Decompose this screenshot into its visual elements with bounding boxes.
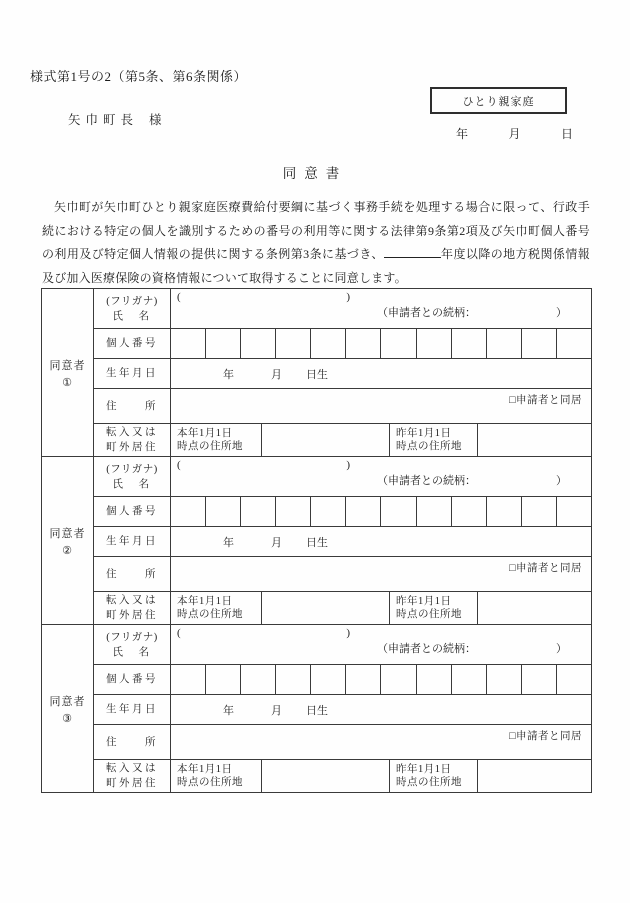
move-row [94,423,591,456]
furigana-label: (フリガナ) [106,463,158,475]
paren-open: ( [177,627,181,639]
move-label-line1: 転入又は [106,763,158,774]
relation-paren-close: ） [556,307,567,319]
move-fields [171,424,591,456]
consenter-block-1 [42,289,591,456]
move-label [94,424,171,456]
my-number-row [94,664,591,694]
move-label-line2: 町外居住 [106,778,158,789]
day-unit: 日生 [306,368,328,381]
relation-field[interactable] [171,304,591,320]
date-day-label: 日 [560,127,573,141]
paragraph-text-after: 年度以降の地方税関係情報及び加入医療保険の資格情報について取得することに同意します。 [42,247,591,285]
date-month-label: 月 [508,127,521,141]
cohabit-option [509,560,582,575]
relation-blank[interactable] [476,640,556,656]
my-number-cells[interactable] [171,497,591,526]
my-number-label: 個人番号 [94,497,171,526]
name-label: 氏 名 [112,310,152,322]
last-year-address-field[interactable] [477,592,591,624]
this-year-address-label: 本年1月1日 時点の住所地 [177,595,243,620]
my-number-label: 個人番号 [94,665,171,694]
consent-paragraph [42,196,590,290]
my-number-cell[interactable] [310,497,345,526]
my-number-cell[interactable] [380,497,415,526]
my-number-cell[interactable] [345,329,380,358]
consenter-3-header [42,625,93,792]
my-number-cell[interactable] [521,665,556,694]
my-number-cell[interactable] [240,329,275,358]
name-row [94,289,591,328]
this-year-address-label: 本年1月1日 時点の住所地 [177,763,243,788]
move-row [94,591,591,624]
my-number-cell[interactable] [171,497,205,526]
my-number-row [94,496,591,526]
this-year-address-field[interactable] [261,424,389,456]
my-number-cell[interactable] [380,329,415,358]
paragraph-text-before: 矢巾町が矢巾町ひとり親家庭医療費給付要綱に基づく事務手続を処理する場合に限って、行政手続における特定の個人を識別するための番号の利用等に関する法律第9条第2項及び矢巾町個人番号の利用及び特定個人情報の提供に関する条例第3条に基づき、 [42,200,590,261]
move-label [94,760,171,792]
checkbox-icon[interactable]: □ [509,563,516,574]
date-line [456,125,573,142]
move-label-line1: 転入又は [106,595,158,606]
birth-row [94,694,591,724]
name-row-label [94,457,171,496]
relation-label: （申請者との続柄： [377,643,476,655]
furigana-field[interactable] [171,627,350,639]
move-label [94,592,171,624]
consenter-role: 同意者 [49,359,86,372]
consenter-role: 同意者 [49,695,86,708]
my-number-cell[interactable] [205,665,240,694]
my-number-cell[interactable] [416,665,451,694]
this-year-address-label: 本年1月1日 時点の住所地 [177,427,243,452]
month-unit: 月 [271,536,282,549]
my-number-cell[interactable] [275,497,310,526]
my-number-cell[interactable] [521,497,556,526]
my-number-cell[interactable] [240,665,275,694]
paren-open: ( [177,291,181,303]
my-number-cell[interactable] [556,665,591,694]
consenter-2-header [42,457,93,624]
checkbox-icon[interactable]: □ [509,731,516,742]
address-field[interactable] [171,557,591,591]
furigana-field[interactable] [171,459,350,471]
consenter-1-header [42,289,93,456]
name-field[interactable] [171,625,591,664]
consent-table [41,288,592,793]
document-title: 同意書 [282,166,348,181]
form-code: 様式第1号の2（第5条、第6条関係） [30,69,248,84]
checkbox-icon[interactable]: □ [509,395,516,406]
birth-field[interactable] [171,527,591,556]
name-row [94,625,591,664]
date-year-label: 年 [456,127,469,141]
address-field[interactable] [171,389,591,423]
my-number-row [94,328,591,358]
name-row-label [94,625,171,664]
consenter-block-3 [42,624,591,792]
my-number-cell[interactable] [171,665,205,694]
relation-blank[interactable] [476,472,556,488]
move-label-line2: 町外居住 [106,442,158,453]
paren-close: ) [346,291,350,303]
name-field[interactable] [171,457,591,496]
addressee-honorific: 様 [149,113,162,127]
address-row [94,556,591,591]
my-number-cell[interactable] [310,665,345,694]
move-label-line2: 町外居住 [106,610,158,621]
relation-label: （申請者との続柄： [377,475,476,487]
my-number-cells[interactable] [171,329,591,358]
my-number-cell[interactable] [486,329,521,358]
address-label: 住 所 [94,389,171,423]
address-label: 住 所 [94,557,171,591]
last-year-address-field[interactable] [477,424,591,456]
my-number-cell[interactable] [380,665,415,694]
category-label: ひとり親家庭 [462,95,535,108]
last-year-address-label: 昨年1月1日 時点の住所地 [389,424,477,456]
birth-row [94,358,591,388]
cohabit-label: 申請者と同居 [516,731,582,742]
consenter-role: 同意者 [49,527,86,540]
my-number-cell[interactable] [240,497,275,526]
cohabit-label: 申請者と同居 [516,563,582,574]
consenter-block-2 [42,456,591,624]
fiscal-year-blank[interactable] [384,246,441,258]
address-row [94,388,591,423]
relation-field[interactable] [171,640,591,656]
birth-row [94,526,591,556]
year-unit: 年 [223,536,234,549]
name-row [94,457,591,496]
move-label-line1: 転入又は [106,427,158,438]
birth-field[interactable] [171,695,591,724]
last-year-address-field[interactable] [477,760,591,792]
consenter-number: ② [62,544,73,557]
name-field[interactable] [171,289,591,328]
addressee [68,110,162,128]
day-unit: 日生 [306,536,328,549]
birth-label: 生年月日 [94,359,171,388]
year-unit: 年 [223,368,234,381]
my-number-cell[interactable] [451,497,486,526]
my-number-cell[interactable] [345,497,380,526]
last-year-address-label: 昨年1月1日 時点の住所地 [389,760,477,792]
my-number-cell[interactable] [310,329,345,358]
month-unit: 月 [271,704,282,717]
relation-label: （申請者との続柄： [377,307,476,319]
my-number-cell[interactable] [486,665,521,694]
last-year-address-label: 昨年1月1日 時点の住所地 [389,592,477,624]
relation-blank[interactable] [476,304,556,320]
this-year-address-field[interactable] [261,760,389,792]
birth-label: 生年月日 [94,695,171,724]
day-unit: 日生 [306,704,328,717]
move-row [94,759,591,792]
my-number-cell[interactable] [416,497,451,526]
my-number-cell[interactable] [345,665,380,694]
category-box [430,87,567,114]
relation-paren-close: ） [556,475,567,487]
address-row [94,724,591,759]
my-number-cell[interactable] [205,497,240,526]
my-number-cell[interactable] [416,329,451,358]
my-number-cells[interactable] [171,665,591,694]
birth-label: 生年月日 [94,527,171,556]
paren-close: ) [346,627,350,639]
move-fields [171,592,591,624]
year-unit: 年 [223,704,234,717]
birth-field[interactable] [171,359,591,388]
paren-close: ) [346,459,350,471]
address-label: 住 所 [94,725,171,759]
my-number-cell[interactable] [451,665,486,694]
name-label: 氏 名 [112,646,152,658]
move-fields [171,760,591,792]
my-number-cell[interactable] [556,329,591,358]
my-number-cell[interactable] [205,329,240,358]
consenter-number: ① [62,376,73,389]
my-number-cell[interactable] [171,329,205,358]
cohabit-option [509,728,582,743]
furigana-label: (フリガナ) [106,631,158,643]
my-number-cell[interactable] [521,329,556,358]
relation-paren-close: ） [556,643,567,655]
my-number-cell[interactable] [451,329,486,358]
my-number-cell[interactable] [556,497,591,526]
name-label: 氏 名 [112,478,152,490]
furigana-field[interactable] [171,291,350,303]
my-number-label: 個人番号 [94,329,171,358]
consenter-number: ③ [62,712,73,725]
my-number-cell[interactable] [275,329,310,358]
this-year-address-field[interactable] [261,592,389,624]
cohabit-option [509,392,582,407]
furigana-label: (フリガナ) [106,295,158,307]
my-number-cell[interactable] [275,665,310,694]
addressee-name: 矢巾町長 [68,113,139,127]
cohabit-label: 申請者と同居 [516,395,582,406]
month-unit: 月 [271,368,282,381]
relation-field[interactable] [171,472,591,488]
name-row-label [94,289,171,328]
paren-open: ( [177,459,181,471]
my-number-cell[interactable] [486,497,521,526]
address-field[interactable] [171,725,591,759]
